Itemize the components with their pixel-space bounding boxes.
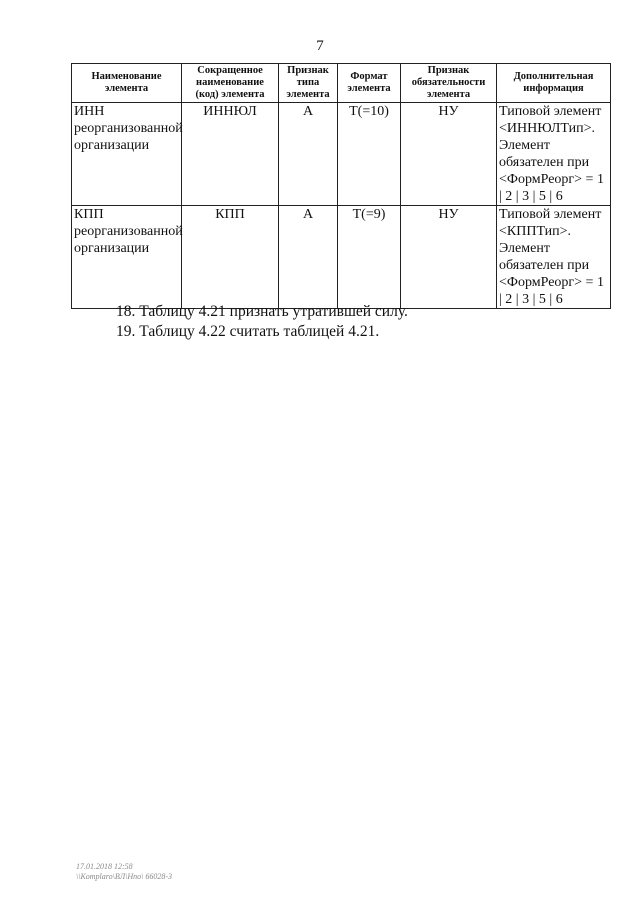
cell-element-required: НУ [401,206,497,309]
cell-element-format: T(=9) [338,206,401,309]
table-header-row [72,64,611,103]
cell-element-type: А [279,206,338,309]
paragraph-item-18: 18. Таблицу 4.21 признать утратившей силу. [116,303,408,320]
cell-additional-info: Типовой элемент <ИННЮЛТип>. Элемент обязателен при <ФормРеорг> = 1 | 2 | 3 | 5 | 6 [497,103,611,206]
footer-timestamp: 17.01.2018 12:58 [76,862,133,871]
cell-element-code: ИННЮЛ [182,103,279,206]
cell-element-name: КПП реорганизованной организации [72,206,182,309]
header-additional-info: Дополнительная информация [497,64,611,103]
paragraph-item-19: 19. Таблицу 4.22 считать таблицей 4.21. [116,323,380,340]
table-row [72,103,611,206]
header-element-format: Формат элемента [338,64,401,103]
cell-additional-info: Типовой элемент <КППТип>. Элемент обязателен при <ФормРеорг> = 1 | 2 | 3 | 5 | 6 [497,206,611,309]
header-element-name: Наименование элемента [72,64,182,103]
table-row [72,206,611,309]
cell-element-format: T(=10) [338,103,401,206]
page-number: 7 [316,38,324,54]
header-element-code: Сокращенное наименование (код) элемента [182,64,279,103]
elements-table [71,63,611,309]
header-element-type: Признак типа элемента [279,64,338,103]
footer-file-path: \\Komplaro\ВЛ\Нпо\ 66028-3 [76,872,173,881]
cell-element-required: НУ [401,103,497,206]
cell-element-type: А [279,103,338,206]
cell-element-code: КПП [182,206,279,309]
header-element-required: Признак обязательности элемента [401,64,497,103]
cell-element-name: ИНН реорганизованной организации [72,103,182,206]
